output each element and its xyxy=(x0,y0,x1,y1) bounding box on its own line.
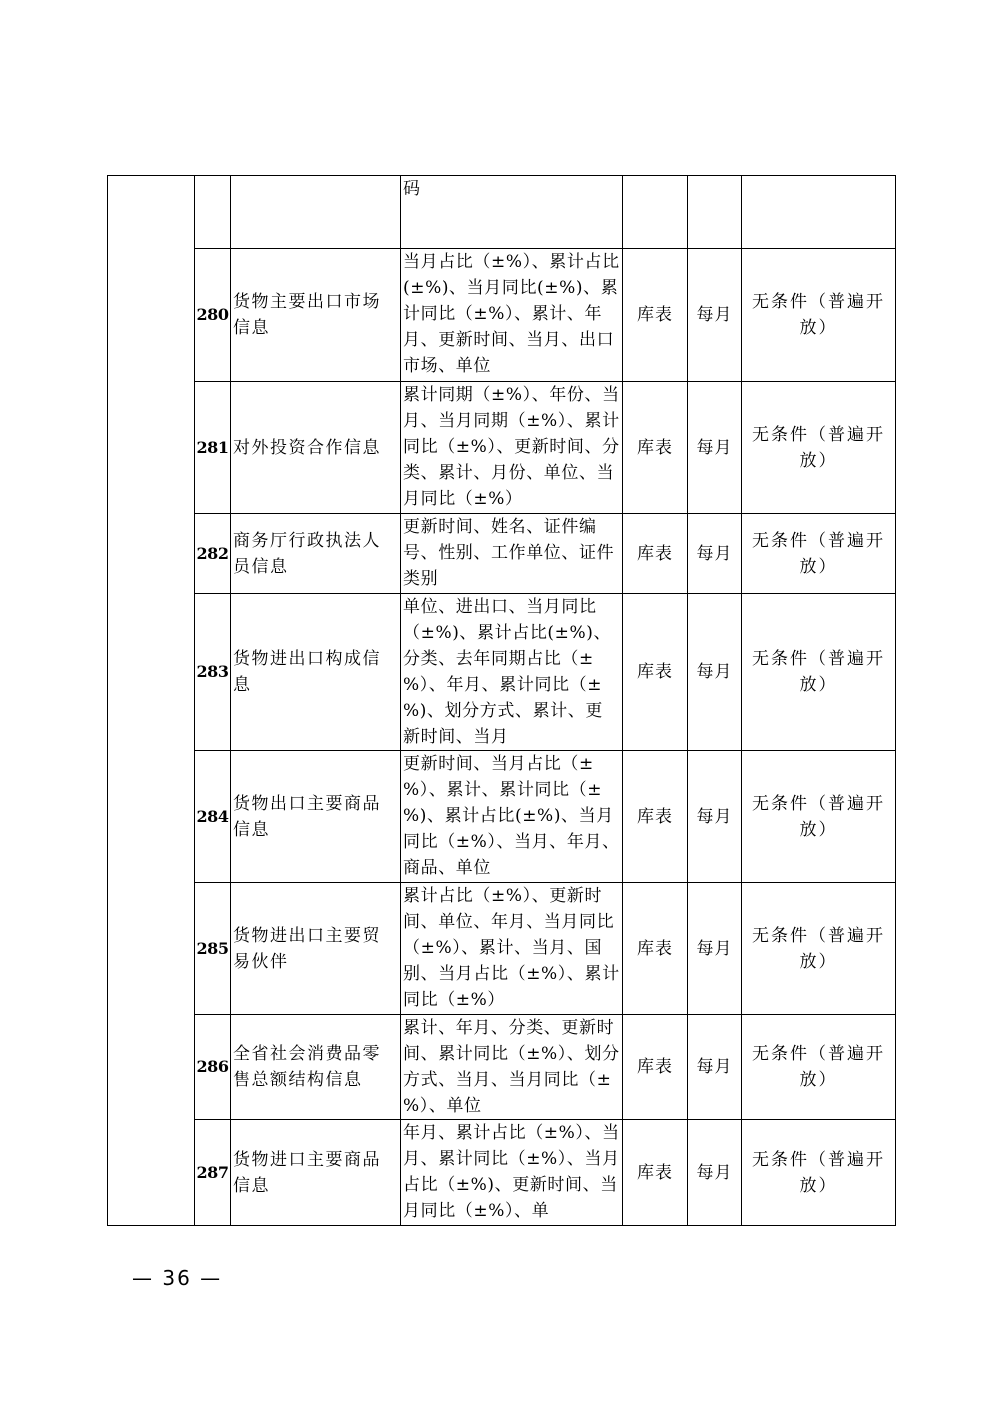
condition-cell: 无条件（普遍开放） xyxy=(742,751,896,883)
condition-cell xyxy=(742,176,896,249)
frequency-cell: 每月 xyxy=(688,883,742,1015)
format-cell: 库表 xyxy=(623,514,688,594)
page-number: — 36 — xyxy=(132,1266,223,1290)
data-name-cell: 货物主要出口市场信息 xyxy=(231,249,401,382)
table-row-continued xyxy=(108,176,896,249)
condition-cell: 无条件（普遍开放） xyxy=(742,1120,896,1226)
format-cell xyxy=(623,176,688,249)
format-cell: 库表 xyxy=(623,382,688,514)
fields-cell: 年月、累计占比（±%）、当月、累计同比（±%）、当月占比（±%)、更新时间、当月同比（±%）、单 xyxy=(401,1120,623,1226)
row-number-cell: 287 xyxy=(195,1120,231,1226)
frequency-cell: 每月 xyxy=(688,1015,742,1120)
fields-cell: 累计、年月、分类、更新时间、累计同比（±%）、划分方式、当月、当月同比（±%）、单位 xyxy=(401,1015,623,1120)
format-cell: 库表 xyxy=(623,594,688,751)
table-row xyxy=(108,1120,896,1226)
row-number-cell: 282 xyxy=(195,514,231,594)
format-cell: 库表 xyxy=(623,883,688,1015)
format-cell: 库表 xyxy=(623,751,688,883)
row-number-cell: 284 xyxy=(195,751,231,883)
condition-cell: 无条件（普遍开放） xyxy=(742,883,896,1015)
data-name-cell: 货物出口主要商品信息 xyxy=(231,751,401,883)
frequency-cell: 每月 xyxy=(688,1120,742,1226)
data-name-cell: 全省社会消费品零售总额结构信息 xyxy=(231,1015,401,1120)
row-number-cell: 283 xyxy=(195,594,231,751)
category-cell xyxy=(108,176,195,1226)
frequency-cell: 每月 xyxy=(688,594,742,751)
format-cell: 库表 xyxy=(623,1015,688,1120)
table-row xyxy=(108,249,896,382)
fields-cell: 码 xyxy=(401,176,623,249)
data-name-cell: 货物进口主要商品信息 xyxy=(231,1120,401,1226)
fields-cell: 当月占比（±%）、累计占比(±%)、当月同比(±%)、累计同比（±%）、累计、年月、更新时间、当月、出口市场、单位 xyxy=(401,249,623,382)
fields-cell: 累计占比（±%）、更新时间、单位、年月、当月同比（±%）、累计、当月、国别、当月占比（±%）、累计同比（±%） xyxy=(401,883,623,1015)
condition-cell: 无条件（普遍开放） xyxy=(742,1015,896,1120)
format-cell: 库表 xyxy=(623,1120,688,1226)
fields-cell: 单位、进出口、当月同比（±%)、累计占比(±%)、分类、去年同期占比（±%）、年月、累计同比（±%)、划分方式、累计、更新时间、当月 xyxy=(401,594,623,751)
open-data-catalog-table xyxy=(107,175,896,1226)
frequency-cell: 每月 xyxy=(688,249,742,382)
table-row xyxy=(108,883,896,1015)
frequency-cell: 每月 xyxy=(688,751,742,883)
data-name-cell: 商务厅行政执法人员信息 xyxy=(231,514,401,594)
fields-cell: 更新时间、当月占比（±%）、累计、累计同比（±%)、累计占比(±%)、当月同比（±%）、当月、年月、商品、单位 xyxy=(401,751,623,883)
table-row xyxy=(108,1015,896,1120)
table-row xyxy=(108,382,896,514)
table-row xyxy=(108,514,896,594)
frequency-cell: 每月 xyxy=(688,382,742,514)
condition-cell: 无条件（普遍开放） xyxy=(742,382,896,514)
condition-cell: 无条件（普遍开放） xyxy=(742,514,896,594)
frequency-cell xyxy=(688,176,742,249)
data-name-cell: 货物进出口构成信息 xyxy=(231,594,401,751)
data-name-cell: 货物进出口主要贸易伙伴 xyxy=(231,883,401,1015)
row-number-cell xyxy=(195,176,231,249)
table-row xyxy=(108,594,896,751)
condition-cell: 无条件（普遍开放） xyxy=(742,594,896,751)
row-number-cell: 281 xyxy=(195,382,231,514)
fields-cell: 累计同期（±%）、年份、当月、当月同期（±%）、累计同比（±%）、更新时间、分类、累计、月份、单位、当月同比（±%） xyxy=(401,382,623,514)
frequency-cell: 每月 xyxy=(688,514,742,594)
fields-cell: 更新时间、姓名、证件编号、性别、工作单位、证件类别 xyxy=(401,514,623,594)
row-number-cell: 285 xyxy=(195,883,231,1015)
data-name-cell xyxy=(231,176,401,249)
row-number-cell: 280 xyxy=(195,249,231,382)
table-row xyxy=(108,751,896,883)
data-name-cell: 对外投资合作信息 xyxy=(231,382,401,514)
row-number-cell: 286 xyxy=(195,1015,231,1120)
format-cell: 库表 xyxy=(623,249,688,382)
condition-cell: 无条件（普遍开放） xyxy=(742,249,896,382)
